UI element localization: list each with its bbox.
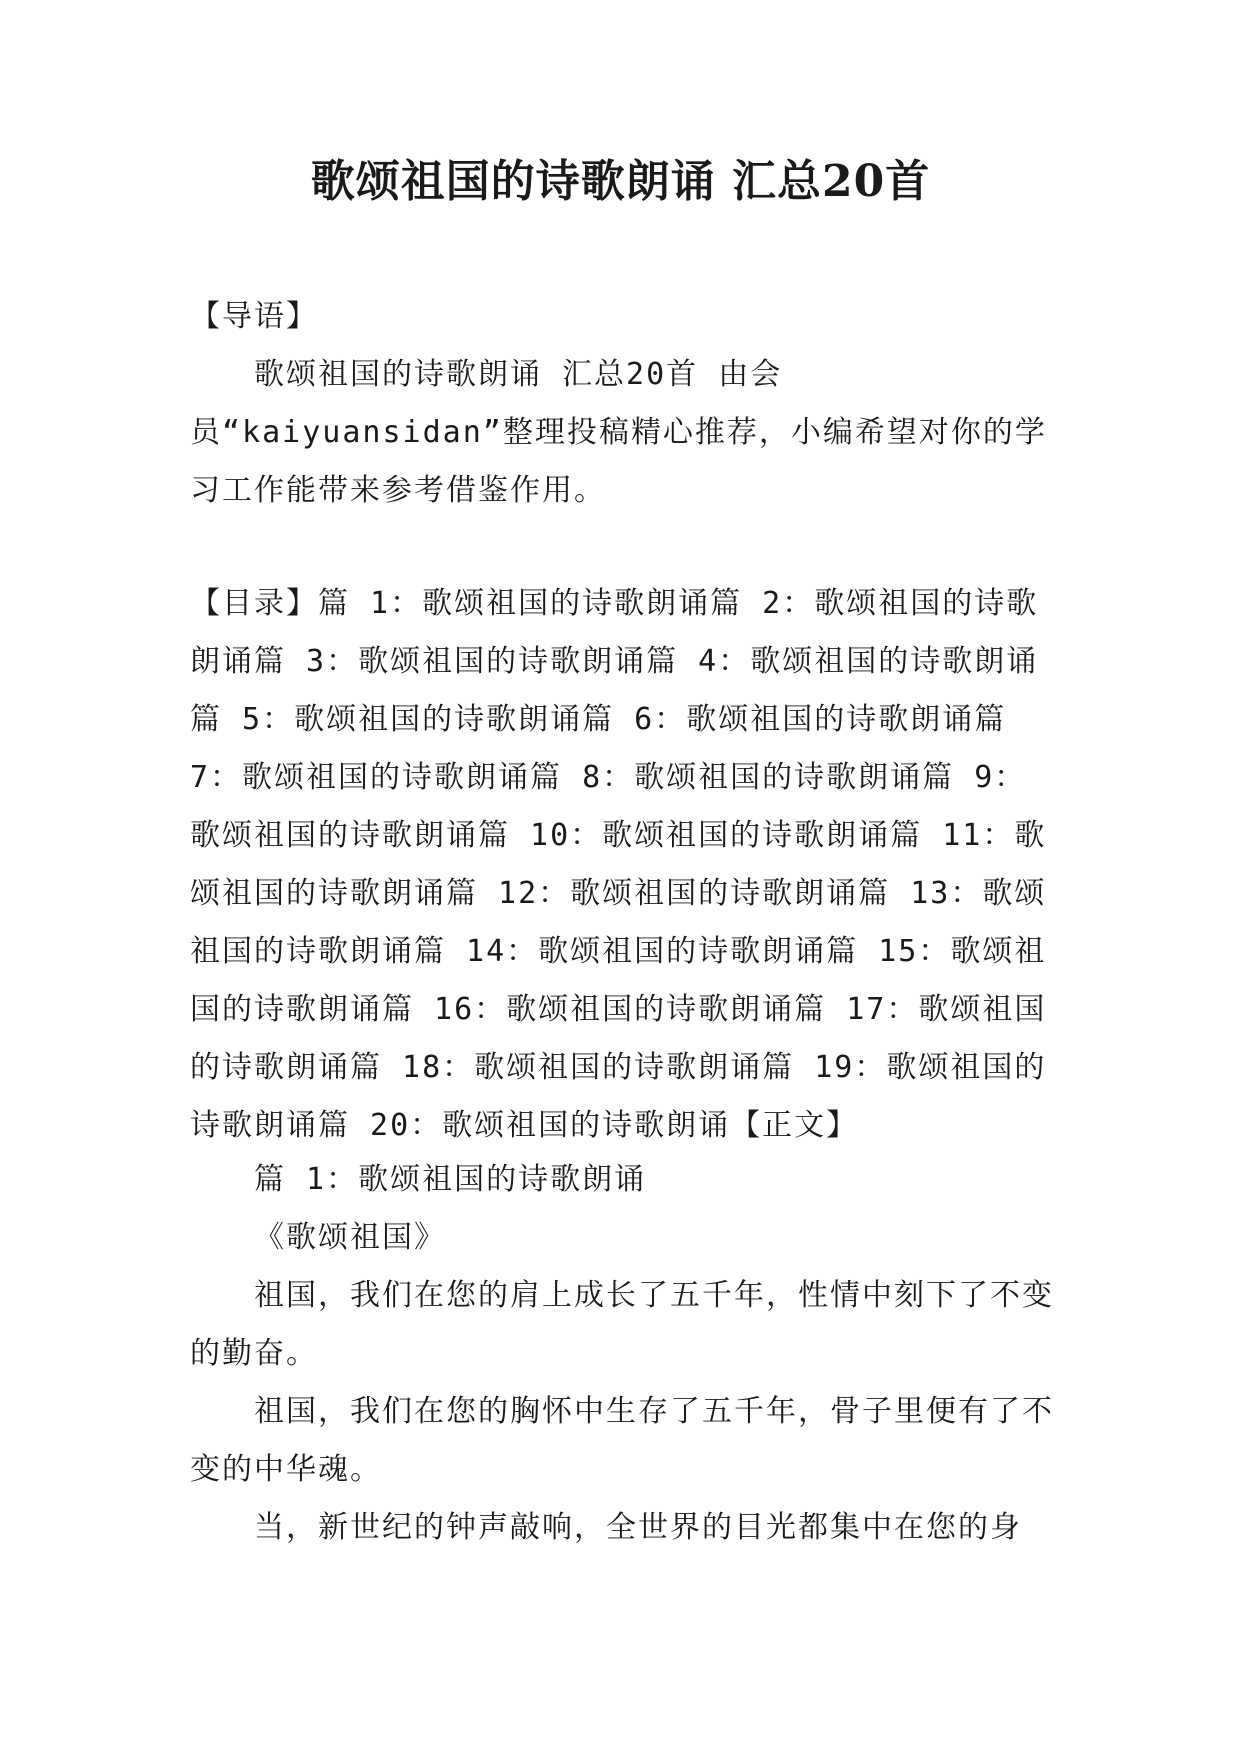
- intro-paragraph: 歌颂祖国的诗歌朗诵 汇总20首 由会员“kaiyuansidan”整理投稿精心推荐，小编希望对你的学习工作能带来参考借鉴作用。: [190, 357, 1047, 508]
- document-title: 歌颂祖国的诗歌朗诵 汇总20首: [310, 156, 931, 207]
- poem-paragraph: 当，新世纪的钟声敲响，全世界的目光都集中在您的身: [254, 1510, 1022, 1545]
- section-heading: 篇 1：歌颂祖国的诗歌朗诵: [254, 1162, 647, 1197]
- table-of-contents: 【目录】篇 1：歌颂祖国的诗歌朗诵篇 2：歌颂祖国的诗歌朗诵篇 3：歌颂祖国的诗歌朗诵篇 4：歌颂祖国的诗歌朗诵篇 5：歌颂祖国的诗歌朗诵篇 6：歌颂祖国的诗歌朗诵篇 7：歌颂祖国的诗歌朗诵篇 8：歌颂祖国的诗歌朗诵篇 9：歌颂祖国的诗歌朗诵篇 10：歌颂祖国的诗歌朗诵篇 11：歌颂祖国的诗歌朗诵篇 12：歌颂祖国的诗歌朗诵篇 13：歌颂祖国的诗歌朗诵篇 14：歌颂祖国的诗歌朗诵篇 15：歌颂祖国的诗歌朗诵篇 16：歌颂祖国的诗歌朗诵篇 17：歌颂祖国的诗歌朗诵篇 18：歌颂祖国的诗歌朗诵篇 19：歌颂祖国的诗歌朗诵篇 20：歌颂祖国的诗歌朗诵【正文】: [190, 586, 1047, 1143]
- intro-label: 【导语】: [190, 299, 318, 334]
- poem-section: [190, 1151, 1056, 1557]
- poem-title: 《歌颂祖国》: [254, 1220, 446, 1255]
- poem-paragraph: 祖国，我们在您的肩上成长了五千年，性情中刻下了不变的勤奋。: [190, 1278, 1054, 1371]
- poem-paragraph: 祖国，我们在您的胸怀中生存了五千年，骨子里便有了不变的中华魂。: [190, 1394, 1054, 1487]
